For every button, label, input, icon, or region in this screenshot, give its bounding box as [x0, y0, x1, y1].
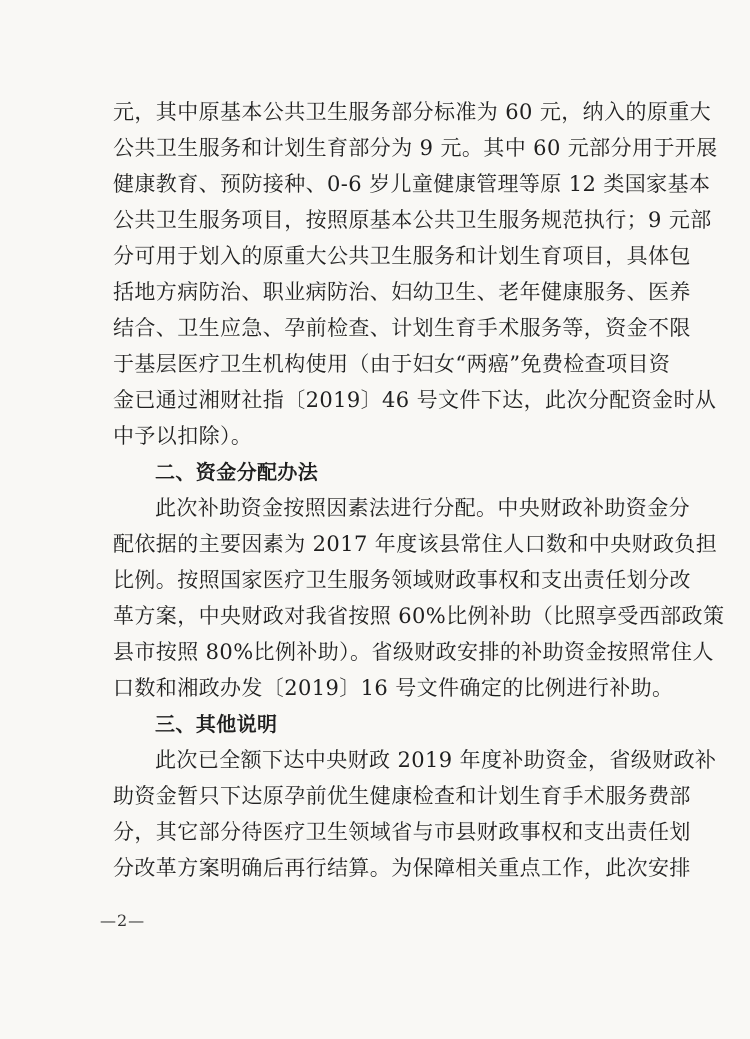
text-line: 县市按照 80%比例补助）。省级财政安排的补助资金按照常住人 [113, 640, 714, 664]
section-heading-fund-allocation: 二、资金分配办法 [155, 460, 319, 484]
text-line: 于基层医疗卫生机构使用（由于妇女“两癌”免费检查项目资 [113, 352, 671, 376]
text-line: 健康教育、预防接种、0-6 岁儿童健康管理等原 12 类国家基本 [113, 172, 711, 196]
text-line: 配依据的主要因素为 2017 年度该县常住人口数和中央财政负担 [113, 532, 718, 556]
text-line: 公共卫生服务项目，按照原基本公共卫生服务规范执行；9 元部 [113, 208, 712, 232]
text-line: 中予以扣除）。 [113, 424, 253, 448]
text-line: 口数和湘政办发〔2019〕16 号文件确定的比例进行补助。 [113, 676, 674, 700]
text-line: 金已通过湘财社指〔2019〕46 号文件下达，此次分配资金时从 [113, 388, 717, 412]
text-line: 元，其中原基本公共卫生服务部分标准为 60 元，纳入的原重大 [113, 100, 712, 124]
text-line: 比例。按照国家医疗卫生服务领域财政事权和支出责任划分改 [113, 568, 691, 592]
page-number: —2— [100, 911, 146, 930]
text-line: 公共卫生服务和计划生育部分为 9 元。其中 60 元部分用于开展 [113, 136, 718, 160]
text-line: 结合、卫生应急、孕前检查、计划生育手术服务等，资金不限 [113, 316, 691, 340]
section-heading-other-notes: 三、其他说明 [155, 712, 278, 736]
text-line: 分可用于划入的原重大公共卫生服务和计划生育项目，具体包 [113, 244, 691, 268]
text-line: 分，其它部分待医疗卫生领域省与市县财政事权和支出责任划 [113, 820, 691, 844]
text-line: 括地方病防治、职业病防治、妇幼卫生、老年健康服务、医养 [113, 280, 691, 304]
text-line: 此次补助资金按照因素法进行分配。中央财政补助资金分 [155, 496, 690, 520]
paragraph-continued [113, 94, 725, 886]
text-line: 革方案，中央财政对我省按照 60%比例补助（比照享受西部政策 [113, 604, 725, 628]
text-line: 助资金暂只下达原孕前优生健康检查和计划生育手术服务费部 [113, 784, 691, 808]
text-line: 此次已全额下达中央财政 2019 年度补助资金，省级财政补 [155, 748, 717, 772]
text-line: 分改革方案明确后再行结算。为保障相关重点工作，此次安排 [113, 856, 691, 880]
